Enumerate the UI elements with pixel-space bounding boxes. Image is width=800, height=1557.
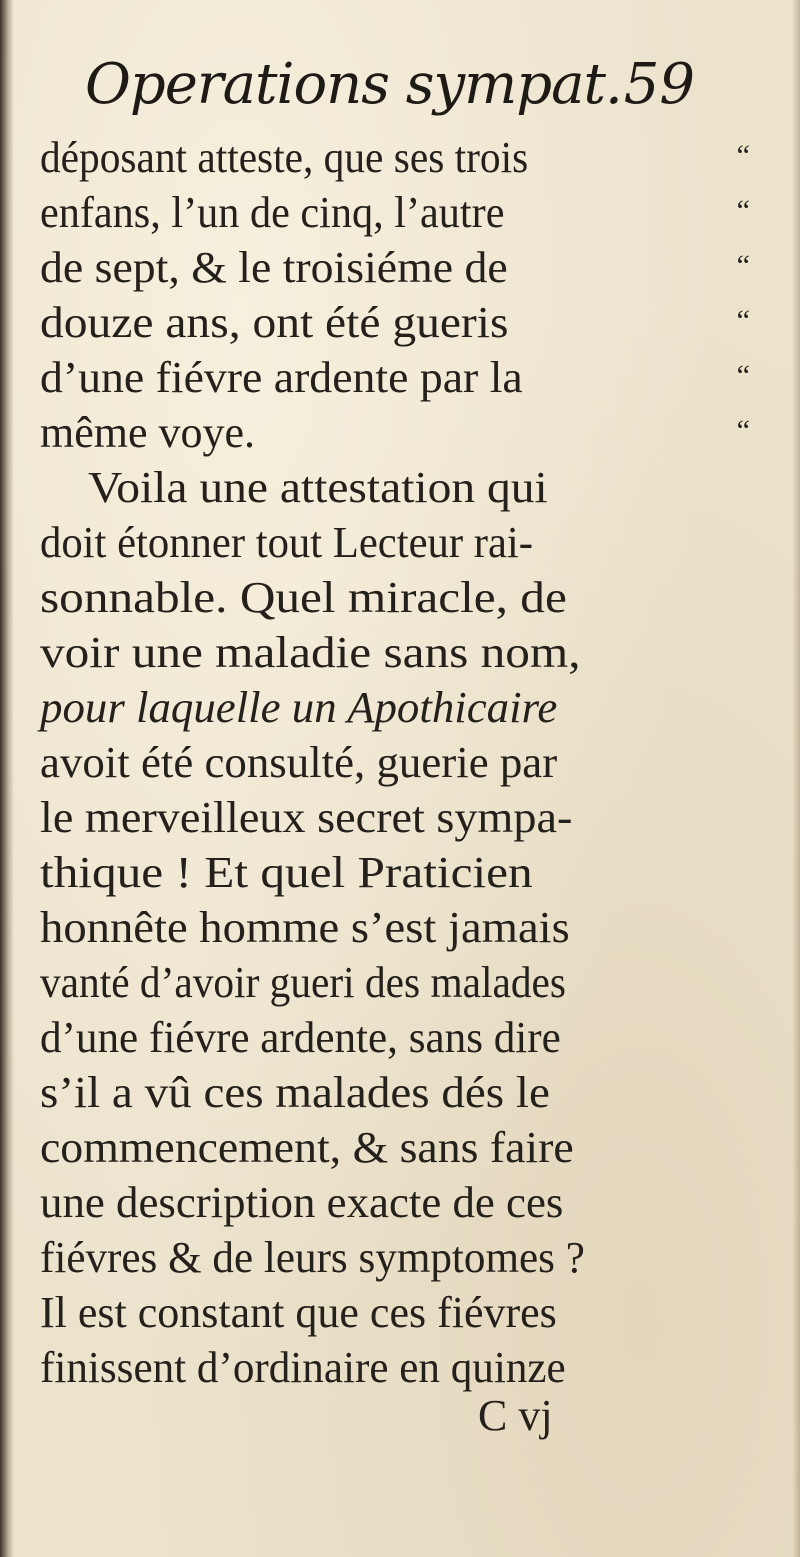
text-line-content: s’il a vû ces malades dés le — [40, 1068, 550, 1117]
text-line-content: doit étonner tout Lecteur rai- — [40, 518, 533, 567]
text-line-content: avoit été consulté, guerie par — [40, 738, 558, 787]
text-line — [40, 1120, 760, 1175]
quotation-mark: “ — [736, 194, 750, 227]
text-line-content: même voye. — [40, 408, 256, 457]
text-line — [40, 130, 760, 185]
quotation-mark: “ — [736, 249, 750, 282]
text-line — [40, 1230, 760, 1285]
text-line-content: Voila une attestation qui — [88, 463, 548, 512]
text-line-content: enfans, l’un de cinq, l’autre — [40, 188, 505, 237]
text-line-content: déposant atteste, que ses trois — [40, 133, 529, 182]
text-line — [40, 955, 760, 1010]
text-line — [40, 845, 760, 900]
text-line — [40, 625, 760, 680]
text-line-content: Il est constant que ces fiévres — [40, 1288, 557, 1337]
text-line — [40, 1175, 760, 1230]
running-title: Operations sympat. — [85, 52, 622, 117]
text-line — [40, 1065, 760, 1120]
text-line-content: voir une maladie sans nom, — [40, 628, 581, 677]
text-line-content: une description exacte de ces — [40, 1178, 564, 1227]
text-line — [40, 1010, 760, 1065]
body-text — [40, 130, 760, 1395]
text-line — [40, 185, 760, 240]
text-line — [40, 460, 760, 515]
text-line — [40, 515, 760, 570]
signature-mark: C vj — [478, 1391, 553, 1440]
text-line — [40, 295, 760, 350]
text-line-content: le merveilleux secret sympa- — [40, 793, 573, 842]
page-number: 59 — [623, 52, 695, 117]
text-line-content: de sept, & le troisiéme de — [40, 243, 508, 292]
text-line-content: pour laquelle un Apothicaire — [40, 683, 558, 732]
text-line-content: douze ans, ont été gueris — [40, 298, 509, 347]
quotation-mark: “ — [736, 414, 750, 447]
quotation-mark: “ — [736, 139, 750, 172]
text-line-content: fiévres & de leurs symptomes ? — [40, 1233, 585, 1282]
page-header — [85, 52, 695, 132]
text-line-content: vanté d’avoir gueri des malades — [40, 958, 566, 1007]
text-line — [40, 680, 760, 735]
text-line — [40, 1340, 760, 1395]
text-line-content: sonnable. Quel miracle, de — [40, 573, 567, 622]
text-line — [40, 240, 760, 295]
text-line-content: d’une fiévre ardente, sans dire — [40, 1013, 561, 1062]
spine-shadow — [0, 0, 14, 1557]
text-line-content: honnête homme s’est jamais — [40, 903, 570, 952]
text-line — [40, 570, 760, 625]
quotation-mark: “ — [736, 359, 750, 392]
text-line — [40, 405, 760, 460]
text-line-content: thique ! Et quel Praticien — [40, 848, 533, 897]
quotation-mark: “ — [736, 304, 750, 337]
text-line-content: d’une fiévre ardente par la — [40, 353, 523, 402]
text-line — [40, 790, 760, 845]
text-line — [40, 735, 760, 790]
text-line — [40, 1285, 760, 1340]
text-line — [40, 350, 760, 405]
text-line-content: finissent d’ordinaire en quinze — [40, 1343, 566, 1392]
text-line — [40, 900, 760, 955]
page-edge — [792, 0, 800, 1557]
text-line-content: commencement, & sans faire — [40, 1123, 574, 1172]
